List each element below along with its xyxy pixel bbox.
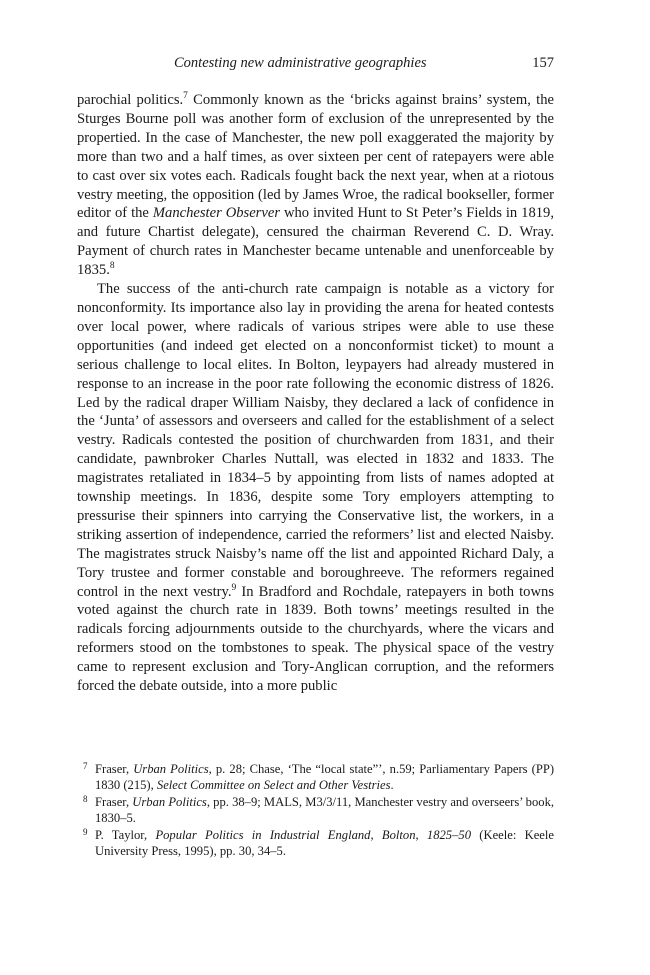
footnotes: [85, 761, 554, 859]
footnote-marker: 7: [83, 761, 88, 771]
body-text: [77, 91, 554, 696]
text-run: (Keele: Keele University Press, 1995), pp. 30, 34–5.: [95, 827, 554, 859]
text-run: , pp. 38–9; MALS, M3/3/11, Manchester vestry and overseers’ book, 1830–5.: [95, 794, 555, 826]
text-run: The success of the anti-church rate campaign is notable as a victory for nonconformity. Its importance also lay in providing the arena for heated contests over local power, where radicals of various stripes were able to use these opportunities (and indeed get elected on a nonconformist ticket) to mount a serious challenge to local elites. In Bolton, leypayers had already mustered in response to an increase in the poor rate following the economic distress of 1826. Led by the radical draper William Naisby, they declared a lack of confidence in the ‘Junta’ of assessors and overseers and called for the establishment of a select vestry. Radicals contested the position of churchwarden from 1831, and their candidate, pawnbroker Charles Nuttall, was elected in 1832 and 1833. The magistrates retaliated in 1834–5 by appointing from lists of names adopted at township meetings. In 1836, despite some Tory employers attempting to pressurise their spinners into carrying the Conservative list, the workers, in a striking assertion of independence, carried the reformers’ list and elected Naisby. The magistrates struck Naisby’s name off the list and appointed Richard Daly, a Tory trustee and former constable and boroughreeve. The reformers regained control in the next vestry.: [77, 281, 554, 600]
footnote-text: [95, 795, 554, 825]
text-run: In Bradford and Rochdale, ratepayers in both towns voted against the church rate in 1839. Both towns’ meetings resulted in the radicals forcing adjournments outside to the churchyards, where the vicars and reformers stood on the tombstones to speak. The physical space of the vestry came to represent exclusion and Tory-Anglican corruption, and the reformers forced the debate outside, into a more public: [77, 583, 554, 695]
text-run: who invited Hunt to St Peter’s Fields in 1819, and future Chartist delegate), censured the chairman Reverend C. D. Wray. Payment of church rates in Manchester became untenable and unenforceable by 1835.: [77, 205, 554, 279]
footnote-text: [95, 828, 554, 858]
running-head-title: Contesting new administrative geographies: [174, 55, 427, 71]
text-run: Fraser,: [95, 794, 133, 809]
text-run: Commonly known as the ‘bricks against brains’ system, the Sturges Bourne poll was another form of exclusion of the unrepresented by the propertied. In the case of Manchester, the new poll exaggerated the majority by more than two and a half times, as over sixteen per cent of ratepayers were able to cast over six votes each. Radicals fought back the next year, when at a riotous vestry meeting, the opposition (led by James Wroe, the radical bookseller, former editor of the: [77, 92, 554, 222]
italic-text: Popular Politics in Industrial England, Bolton, 1825–50: [155, 827, 471, 842]
page-number: 157: [532, 55, 554, 71]
text-run: Fraser,: [95, 762, 134, 776]
text-run: parochial politics.: [77, 92, 184, 108]
footnote: [85, 827, 554, 860]
paragraph: [77, 91, 554, 280]
italic-text: Select Committee on Select and Other Vestries: [156, 778, 391, 793]
italic-text: Manchester Observer: [152, 205, 280, 222]
italic-text: Urban Politics: [133, 762, 209, 776]
italic-text: Urban Politics: [132, 794, 207, 809]
paragraph: [77, 280, 554, 696]
footnote-ref[interactable]: 7: [183, 91, 188, 102]
footnote: [85, 761, 554, 794]
footnote-marker: 9: [83, 826, 88, 837]
footnote-text: [95, 762, 554, 792]
text-run: P. Taylor,: [95, 827, 156, 842]
text-run: .: [390, 778, 394, 793]
text-run: , p. 28; Chase, ‘The “local state”’, n.59; Parliamentary Papers (PP) 1830 (215),: [95, 762, 555, 793]
running-head: [77, 55, 554, 75]
footnote: [85, 794, 554, 827]
footnote-ref[interactable]: 8: [109, 261, 115, 272]
footnote-marker: 8: [83, 793, 88, 804]
footnote-ref[interactable]: 9: [231, 582, 237, 593]
